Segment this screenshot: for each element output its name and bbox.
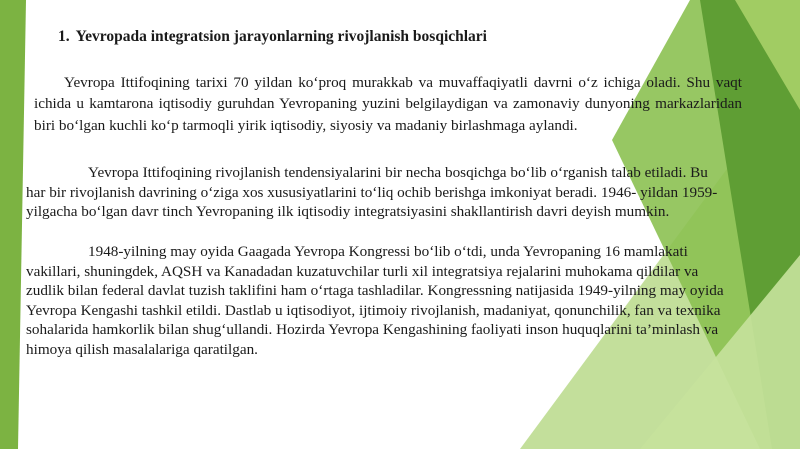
- paragraph-congress: 1948-yilning may oyida Gaagada Yevropa Kongressi bo‘lib o‘tdi, unda Yevropaning 16 mamlakati vakillari, shuningdek, AQSH va Kanadadan kuzatuvchilar turli xil integratsiya rejalarini muhokama qildilar va zudlik bilan federal davlat tuzish taklifini ham o‘rtaga tashladilar. Kongressning natijasida 1949-yilning may oyida Yevropa Kengashi tashkil etildi. Dastlab u iqtisodiyot, ijtimoiy rivojlanish, madaniyat, qonunchilik, fan va texnika sohalarida hamkorlik bilan shug‘ullandi. Hozirda Yevropa Kengashining faoliyati inson huquqlarini ta’minlash va himoya qilish masalalariga qaratilgan.: [26, 243, 724, 358]
- section-heading: [58, 27, 487, 47]
- paragraph-stages: Yevropa Ittifoqining rivojlanish tendensiyalarini bir necha bosqichga bo‘lib o‘rganish talab etiladi. Bu har bir rivojlanish davrining o‘ziga xos xususiyatlarini to‘liq ochib berishga imkoniyat beradi. 1946- yildan 1959-yilgacha bo‘lgan davr tinch Yevropaning ilk iqtisodiy integratsiyasini shakllantirish davri deyish mumkin.: [26, 164, 718, 221]
- left-green-strip: [0, 0, 26, 449]
- paragraph-intro: Yevropa Ittifoqining tarixi 70 yildan ko‘proq murakkab va muvaffaqiyatli davrni o‘z ichiga oladi. Shu vaqt ichida u kamtarona iqtisodiy guruhdan Yevropaning yuzini belgilaydigan va zamonaviy dunyoning markazlaridan biri bo‘lgan kuchli ko‘p tarmoqli yirik iqtisodiy, siyosiy va madaniy birlashmaga aylandi.: [34, 74, 742, 134]
- heading-title: Yevropada integratsion jarayonlarning rivojlanish bosqichlari: [75, 28, 487, 45]
- heading-number: 1.: [58, 28, 70, 45]
